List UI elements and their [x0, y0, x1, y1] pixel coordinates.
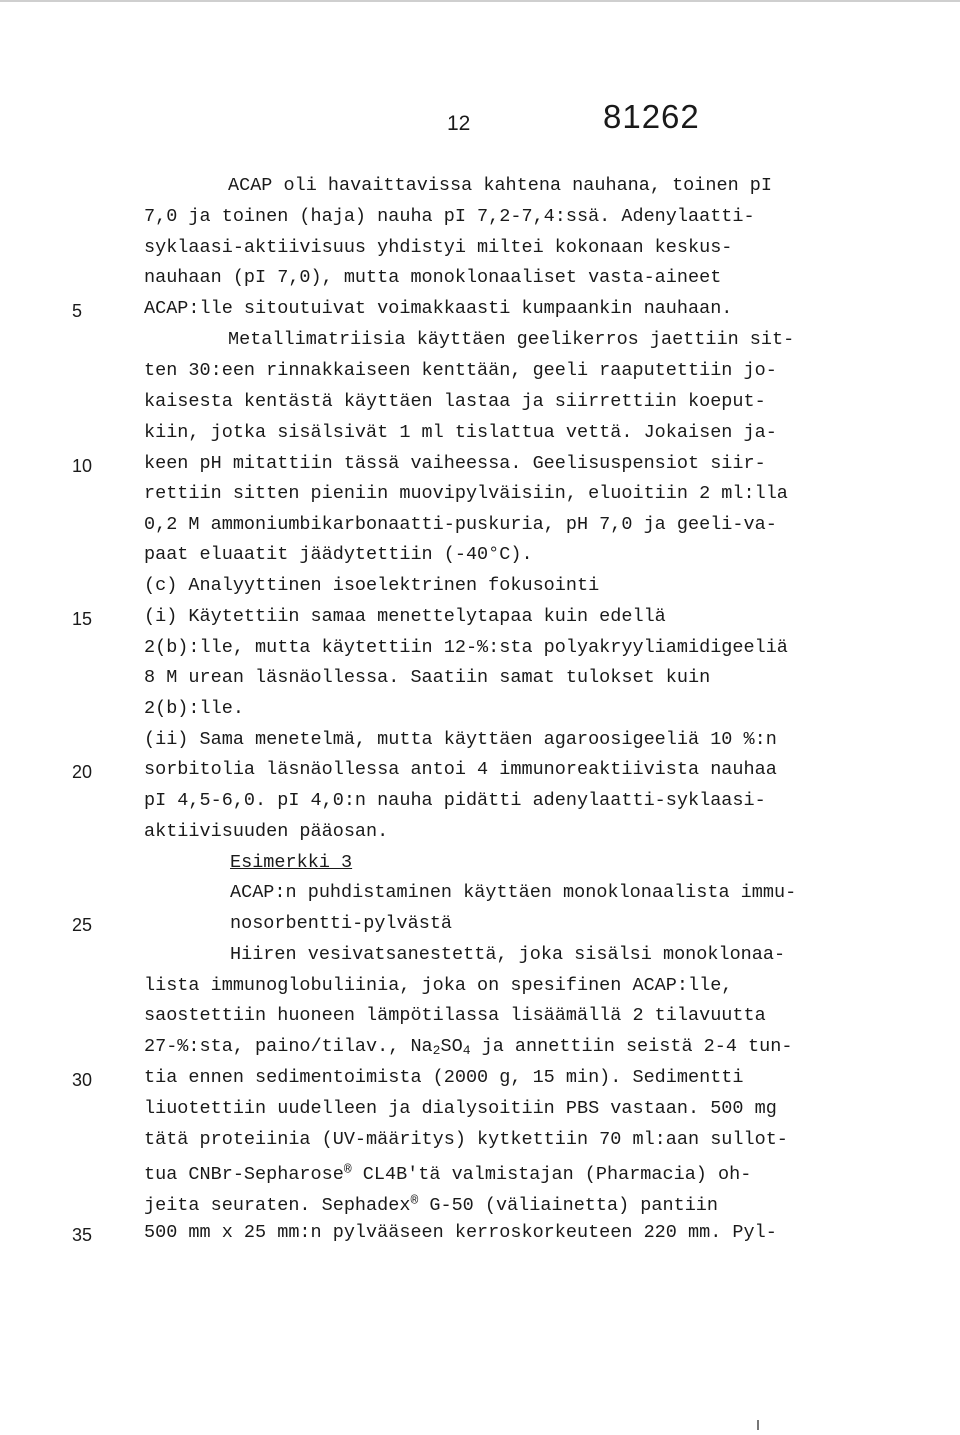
text-line: ACAP oli havaittavissa kahtena nauhana, toinen pI [228, 175, 772, 196]
text-line: Metallimatriisia käyttäen geelikerros jaettiin sit- [228, 329, 795, 350]
scan-artifact [757, 1420, 759, 1430]
text-line: saostettiin huoneen lämpötilassa lisäämällä 2 tilavuutta [144, 1005, 766, 1026]
text-line: nauhaan (pI 7,0), mutta monoklonaaliset vasta-aineet [144, 267, 722, 288]
margin-number-15: 15 [72, 609, 93, 629]
text-line: kaisesta kentästä käyttäen lastaa ja siirrettiin koeput- [144, 391, 766, 412]
section-heading-c: (c) Analyyttinen isoelektrinen fokusointi [144, 575, 600, 596]
text-line-registered: jeita seuraten. Sephadex® G-50 (väliainetta) pantiin [144, 1193, 719, 1216]
example-title: nosorbentti-pylvästä [230, 913, 453, 934]
text-line: pI 4,5-6,0. pI 4,0:n nauha pidätti adenylaatti-syklaasi- [144, 790, 766, 811]
text-line: ten 30:een rinnakkaiseen kenttään, geeli raaputettiin jo- [144, 360, 777, 381]
text-line: 2(b):lle, mutta käytettiin 12-%:sta polyakryyliamidigeeliä [144, 637, 788, 658]
margin-number-35: 35 [72, 1225, 93, 1245]
document-number: 81262 [603, 98, 700, 135]
margin-number-25: 25 [72, 915, 93, 935]
text-line-registered: tua CNBr-Sepharose® CL4B'tä valmistajan (Pharmacia) oh- [144, 1162, 752, 1185]
text-line: paat eluaatit jäädytettiin (-40°C). [144, 544, 533, 565]
registered-mark: ® [343, 1162, 352, 1177]
text-line: tätä proteiinia (UV-määritys) kytkettiin 70 ml:aan sullot- [144, 1129, 788, 1150]
text-line: sorbitolia läsnäollessa antoi 4 immunoreaktiivista nauhaa [144, 759, 777, 780]
text-line: 2(b):lle. [144, 698, 244, 719]
text-line: 7,0 ja toinen (haja) nauha pI 7,2-7,4:ssä. Adenylaatti- [144, 206, 755, 227]
registered-mark: ® [410, 1193, 419, 1208]
margin-number-20: 20 [72, 762, 93, 782]
text-line: keen pH mitattiin tässä vaiheessa. Geelisuspensiot siir- [144, 453, 766, 474]
text-line: Hiiren vesivatsanestettä, joka sisälsi monoklonaa- [230, 944, 786, 965]
text-line: 500 mm x 25 mm:n pylvääseen kerroskorkeuteen 220 mm. Pyl- [144, 1222, 777, 1243]
text-line: kiin, jotka sisälsivät 1 ml tislattua vettä. Jokaisen ja- [144, 422, 777, 443]
example-heading: Esimerkki 3 [230, 852, 353, 873]
margin-number-30: 30 [72, 1070, 93, 1090]
text-line: aktiivisuuden pääosan. [144, 821, 389, 842]
margin-number-5: 5 [72, 301, 83, 321]
text-line: liuotettiin uudelleen ja dialysoitiin PBS vastaan. 500 mg [144, 1098, 777, 1119]
text-line: ACAP:lle sitoutuivat voimakkaasti kumpaankin nauhaan. [144, 298, 733, 319]
text-line: tia ennen sedimentoimista (2000 g, 15 min). Sedimentti [144, 1067, 744, 1088]
text-line: (ii) Sama menetelmä, mutta käyttäen agaroosigeeliä 10 %:n [144, 729, 777, 750]
scan-edge-line [0, 0, 960, 2]
example-title: ACAP:n puhdistaminen käyttäen monoklonaalista immu- [230, 882, 797, 903]
text-line: syklaasi-aktiivisuus yhdistyi miltei kokonaan keskus- [144, 237, 733, 258]
margin-number-10: 10 [72, 456, 93, 476]
text-line: 8 M urean läsnäollessa. Saatiin samat tulokset kuin [144, 667, 711, 688]
text-line: 0,2 M ammoniumbikarbonaatti-puskuria, pH 7,0 ja geeli-va- [144, 514, 777, 535]
text-line: rettiin sitten pieniin muovipylväisiin, eluoitiin 2 ml:lla [144, 483, 788, 504]
text-line-formula: 27-%:sta, paino/tilav., $Na_2SO_4$ ja annettiin seistä 2-4 tun- [144, 1036, 793, 1058]
text-line: (i) Käytettiin samaa menettelytapaa kuin edellä [144, 606, 666, 627]
page-number: 12 [447, 112, 471, 135]
text-line: lista immunoglobuliinia, joka on spesifinen ACAP:lle, [144, 975, 733, 996]
